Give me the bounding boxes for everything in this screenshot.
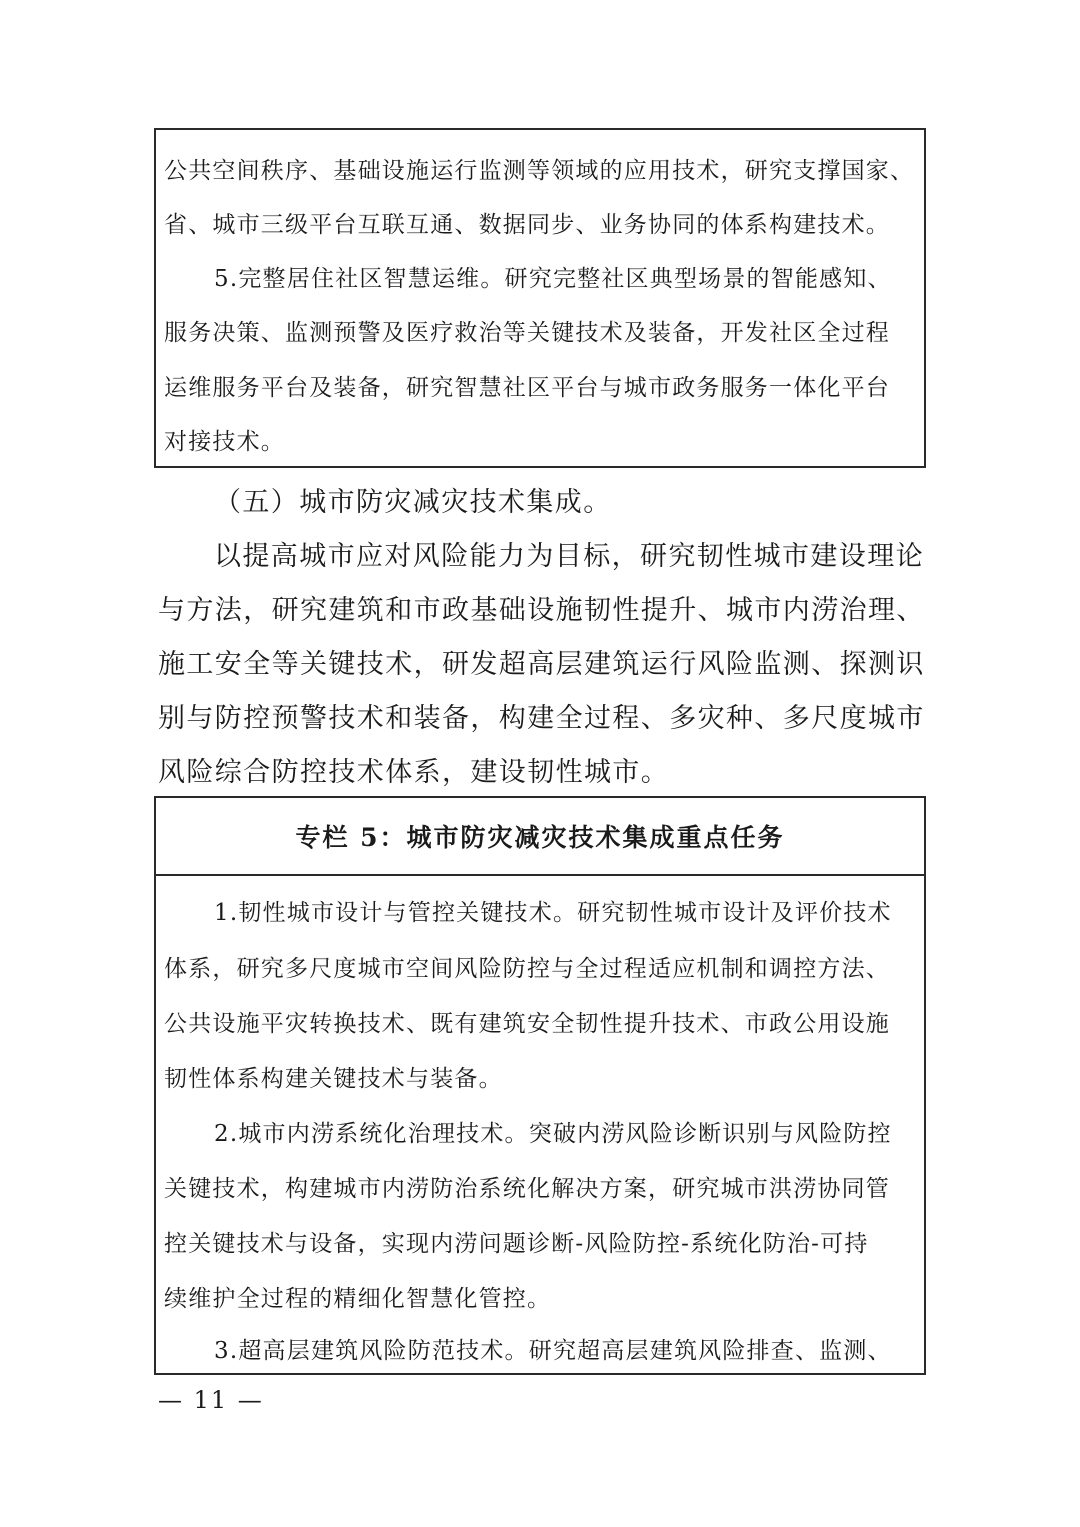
special-column-continued <box>154 128 926 468</box>
box-top-line-4: 服务决策、监测预警及医疗救治等关键技术及装备，开发社区全过程 <box>164 320 890 346</box>
box-top-line-5: 运维服务平台及装备，研究智慧社区平台与城市政务服务一体化平台 <box>164 375 890 401</box>
box-bottom-line-1: 1.韧性城市设计与管控关键技术。研究韧性城市设计及评价技术 <box>214 900 892 926</box>
box-bottom-line-7: 控关键技术与设备，实现内涝问题诊断-风险防控-系统化防治-可持 <box>164 1231 869 1257</box>
box-bottom-line-5: 2.城市内涝系统化治理技术。突破内涝风险诊断识别与风险防控 <box>214 1121 892 1147</box>
paragraph-line-2: 与方法，研究建筑和市政基础设施韧性提升、城市内涝治理、 <box>158 595 925 626</box>
paragraph-line-3: 施工安全等关键技术，研发超高层建筑运行风险监测、探测识 <box>158 649 925 680</box>
box-bottom-line-8: 续维护全过程的精细化智慧化管控。 <box>164 1286 552 1312</box>
paragraph-line-1: 以提高城市应对风险能力为目标，研究韧性城市建设理论 <box>214 541 924 572</box>
page-number: — 11 — <box>158 1386 264 1414</box>
paragraph-line-5: 风险综合防控技术体系，建设韧性城市。 <box>158 757 670 788</box>
special-column-title: 专栏 5：城市防灾减灾技术集成重点任务 <box>156 798 924 876</box>
box-bottom-line-4: 韧性体系构建关键技术与装备。 <box>164 1066 503 1092</box>
special-column-5 <box>154 796 926 1375</box>
box-top-line-2: 省、城市三级平台互联互通、数据同步、业务协同的体系构建技术。 <box>164 212 890 238</box>
box-top-line-6: 对接技术。 <box>164 429 285 455</box>
section-heading: （五）城市防灾减灾技术集成。 <box>214 487 612 518</box>
box-top-line-1: 公共空间秩序、基础设施运行监测等领域的应用技术，研究支撑国家、 <box>164 158 915 184</box>
box-bottom-line-9: 3.超高层建筑风险防范技术。研究超高层建筑风险排查、监测、 <box>214 1338 892 1364</box>
box-bottom-line-2: 体系，研究多尺度城市空间风险防控与全过程适应机制和调控方法、 <box>164 956 890 982</box>
paragraph-line-4: 别与防控预警技术和装备，构建全过程、多灾种、多尺度城市 <box>158 703 925 734</box>
box-bottom-line-3: 公共设施平灾转换技术、既有建筑安全韧性提升技术、市政公用设施 <box>164 1011 890 1037</box>
box-top-line-3: 5.完整居住社区智慧运维。研究完整社区典型场景的智能感知、 <box>214 266 892 292</box>
box-bottom-line-6: 关键技术，构建城市内涝防治系统化解决方案，研究城市洪涝协同管 <box>164 1176 890 1202</box>
